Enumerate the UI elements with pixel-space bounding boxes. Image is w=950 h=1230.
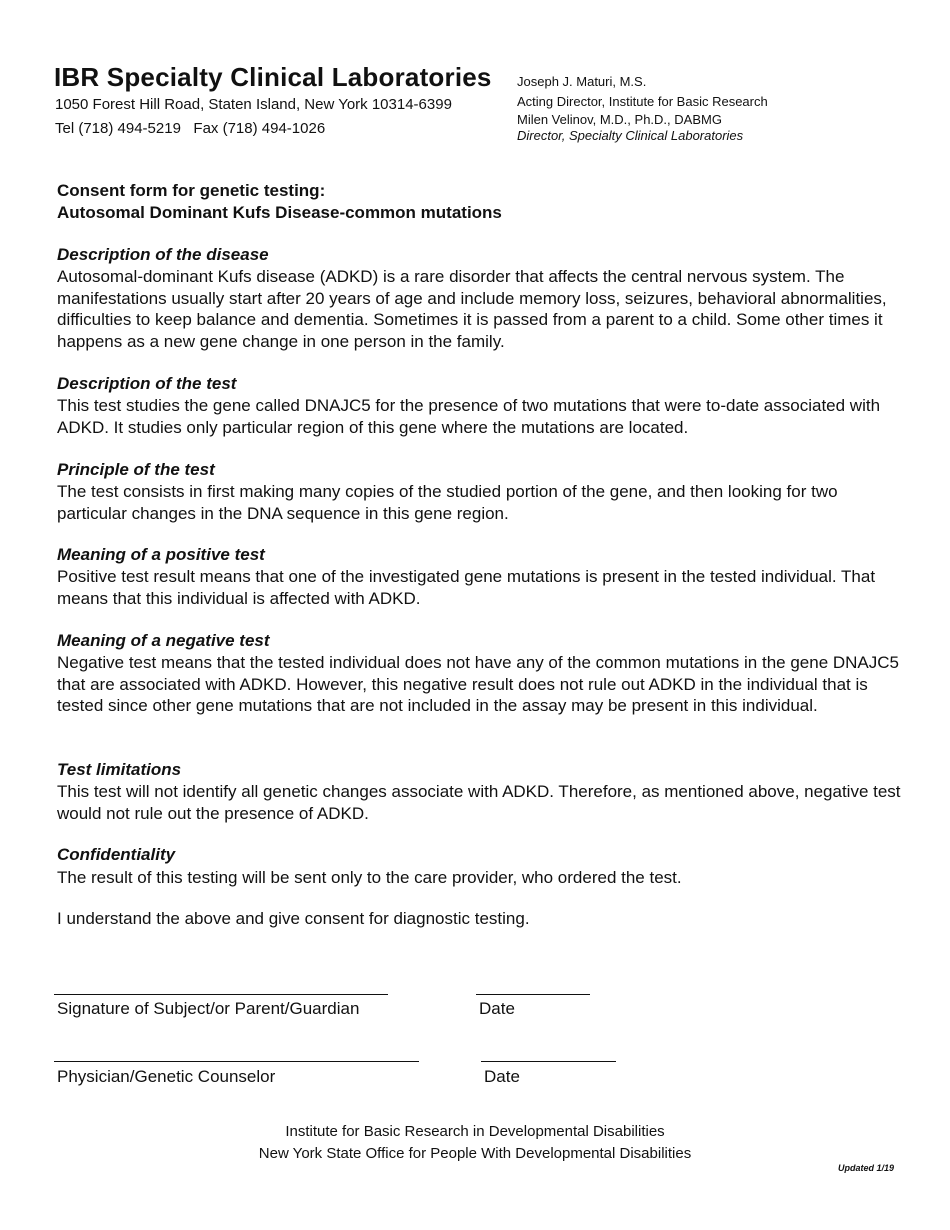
consent-statement: I understand the above and give consent for diagnostic testing. xyxy=(57,909,530,928)
section-heading: Meaning of a positive test xyxy=(57,545,265,564)
section-heading: Description of the disease xyxy=(57,245,269,264)
physician-signature-line[interactable] xyxy=(54,1061,419,1062)
lab-address: 1050 Forest Hill Road, Staten Island, New York 10314-6399 xyxy=(55,96,452,113)
section-body: The result of this testing will be sent only to the care provider, who ordered the test. xyxy=(57,868,682,887)
subject-signature-label: Signature of Subject/or Parent/Guardian xyxy=(57,999,360,1018)
section-body: Autosomal-dominant Kufs disease (ADKD) is a rare disorder that affects the central nervous system. The manifestations usually start after 20 years of age and include memory loss, seizures, behavioral abnormalities, difficulties to keep balance and dementia. Sometimes it is passed from a parent to a child. Some other times it happens as a new gene change in one person in the family. xyxy=(57,267,887,351)
lab-name: IBR Specialty Clinical Laboratories xyxy=(54,62,492,92)
section-heading: Confidentiality xyxy=(57,845,176,864)
subject-date-line[interactable] xyxy=(476,994,590,995)
director-2-name: Milen Velinov, M.D., Ph.D., DABMG xyxy=(517,112,722,127)
section-body: Positive test result means that one of the investigated gene mutations is present in the tested individual. That means that this individual is affected with ADKD. xyxy=(57,567,876,608)
section-body: This test will not identify all genetic changes associate with ADKD. Therefore, as mentioned above, negative test would not rule out the presence of ADKD. xyxy=(57,782,901,823)
section-body: Negative test means that the tested individual does not have any of the common mutations in the gene DNAJC5 that are associated with ADKD. However, this negative result does not rule out ADKD in the individual that is tested since other gene mutations that are not included in the assay may be present in this individual. xyxy=(57,653,899,715)
subject-signature-line[interactable] xyxy=(54,994,388,995)
section-heading: Principle of the test xyxy=(57,460,215,479)
section-heading: Test limitations xyxy=(57,760,182,779)
section-heading: Description of the test xyxy=(57,374,237,393)
footer-line-1: Institute for Basic Research in Developmental Disabilities xyxy=(285,1123,665,1140)
physician-date-line[interactable] xyxy=(481,1061,616,1062)
lab-contact: Tel (718) 494-5219 Fax (718) 494-1026 xyxy=(55,120,326,137)
section-body: This test studies the gene called DNAJC5 for the presence of two mutations that were to-date associated with ADKD. It studies only particular region of this gene where the mutations are located. xyxy=(57,396,881,437)
director-1-title: Acting Director, Institute for Basic Research xyxy=(517,94,768,109)
physician-date-label: Date xyxy=(484,1067,520,1086)
director-1-name: Joseph J. Maturi, M.S. xyxy=(517,74,647,89)
director-2-title: Director, Specialty Clinical Laboratories xyxy=(517,128,744,143)
subject-date-label: Date xyxy=(479,999,515,1018)
physician-signature-label: Physician/Genetic Counselor xyxy=(57,1067,276,1086)
section-body: The test consists in first making many copies of the studied portion of the gene, and then looking for two particular changes in the DNA sequence in this gene region. xyxy=(57,482,838,523)
form-title-line-2: Autosomal Dominant Kufs Disease-common mutations xyxy=(57,203,502,222)
footer-line-2: New York State Office for People With Developmental Disabilities xyxy=(258,1145,692,1162)
section-heading: Meaning of a negative test xyxy=(57,631,270,650)
updated-date: Updated 1/19 xyxy=(838,1163,895,1173)
form-title-line-1: Consent form for genetic testing: xyxy=(57,181,326,200)
